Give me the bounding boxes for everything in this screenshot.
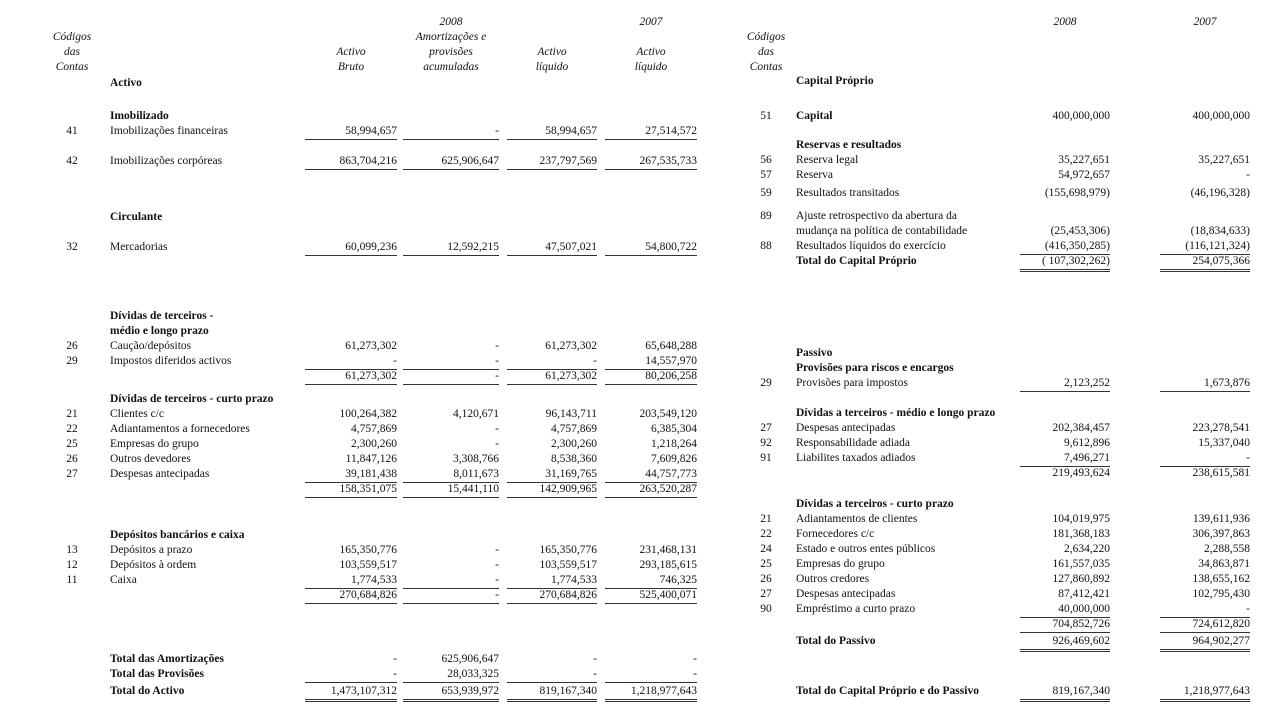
amount-cell: 219,493,624 <box>1052 467 1110 479</box>
amount-cell: 34,863,871 <box>1198 558 1250 570</box>
amount-cell: 102,795,430 <box>1192 588 1250 600</box>
amount-cell: 964,902,277 <box>1160 634 1250 652</box>
account-label: Depósitos a prazo <box>110 544 193 556</box>
account-code: 88 <box>760 240 772 252</box>
account-label: Mercadorias <box>110 241 168 253</box>
amount-cell: 653,939,972 <box>403 684 499 702</box>
account-code: 27 <box>760 588 772 600</box>
account-label: Total do Activo <box>110 685 185 697</box>
amount-cell: - <box>403 124 499 140</box>
account-code: 24 <box>760 543 772 555</box>
amount-cell: - <box>507 667 597 683</box>
account-label: mudança na política de contabilidade <box>796 225 968 237</box>
amount-cell: - <box>393 653 397 665</box>
amount-cell: - <box>403 588 499 604</box>
amount-cell: - <box>507 354 597 370</box>
amount-cell: (416,350,285) <box>1020 239 1110 255</box>
amount-cell: 926,469,602 <box>1020 634 1110 652</box>
amount-cell: 15,441,110 <box>403 482 499 498</box>
amount-cell: 202,384,457 <box>1052 422 1110 434</box>
col-liquido-2007-line-1: Activo <box>636 46 666 58</box>
amount-cell: 100,264,382 <box>339 408 397 420</box>
col-liquido-2008-line-2: líquido <box>535 61 569 73</box>
account-code: 27 <box>66 468 78 480</box>
amount-cell: 7,496,271 <box>1020 451 1110 467</box>
account-code: 32 <box>66 241 78 253</box>
account-code: 59 <box>760 187 772 199</box>
amount-cell: - <box>305 354 397 370</box>
amount-cell: 44,757,773 <box>605 467 697 483</box>
amount-cell: 231,468,131 <box>639 544 697 556</box>
amount-cell: 61,273,302 <box>507 369 597 385</box>
amount-cell: - <box>305 667 397 683</box>
amount-cell: 96,143,711 <box>545 408 597 420</box>
account-label: Imobilizações corpóreas <box>110 155 223 167</box>
account-code: 26 <box>760 573 772 585</box>
account-label: Responsabilidade adiada <box>796 437 911 449</box>
amount-cell: 11,847,126 <box>345 453 397 465</box>
amount-cell: 1,218,977,643 <box>605 684 697 702</box>
account-code: 26 <box>66 453 78 465</box>
amount-cell: 819,167,340 <box>507 684 597 702</box>
amount-cell: 8,538,360 <box>551 453 597 465</box>
col-bruto-line-2: Bruto <box>337 61 365 73</box>
amount-cell: 12,592,215 <box>403 240 499 256</box>
amount-cell: 3,308,766 <box>453 453 499 465</box>
account-code: 90 <box>760 603 772 615</box>
amount-cell: 1,774,533 <box>507 573 597 589</box>
amount-cell: (46,196,328) <box>1190 187 1250 199</box>
amount-cell: 104,019,975 <box>1052 513 1110 525</box>
amount-cell: 58,994,657 <box>305 124 397 140</box>
section-heading: Provisões para riscos e encargos <box>796 362 954 374</box>
amount-cell: 54,972,657 <box>1058 169 1110 181</box>
amount-cell: 819,167,340 <box>1020 684 1110 702</box>
col-liquido-2007-line-2: líquido <box>634 61 668 73</box>
account-label: Despesas antecipadas <box>110 468 210 480</box>
amount-cell: 1,218,977,643 <box>1160 684 1250 702</box>
section-heading: Dívidas de terceiros - <box>110 310 214 322</box>
section-heading: Dívidas a terceiros - curto prazo <box>796 498 954 510</box>
account-label: Impostos diferidos activos <box>110 355 232 367</box>
amount-cell: 6,385,304 <box>651 423 697 435</box>
amount-cell: 8,011,673 <box>403 467 499 483</box>
account-label: Despesas antecipadas <box>796 588 896 600</box>
amount-cell: 625,906,647 <box>441 653 499 665</box>
account-label: Empresas do grupo <box>796 558 885 570</box>
amount-cell: - <box>495 544 499 556</box>
account-code: 25 <box>760 558 772 570</box>
amount-cell: 400,000,000 <box>1192 110 1250 122</box>
account-code: 26 <box>66 340 78 352</box>
account-label: Empresas do grupo <box>110 438 199 450</box>
amount-cell: 2,288,558 <box>1204 543 1250 555</box>
amount-cell: 15,337,040 <box>1198 437 1250 449</box>
amount-cell: 525,400,071 <box>605 588 697 604</box>
account-label: Provisões para impostos <box>796 377 908 389</box>
amount-cell: 267,535,733 <box>605 154 697 170</box>
amount-cell: - <box>495 423 499 435</box>
amount-cell: 254,075,366 <box>1160 254 1250 272</box>
amount-cell: 4,757,869 <box>551 423 597 435</box>
amount-cell: 238,615,581 <box>1192 467 1250 479</box>
account-label: Total do Capital Próprio <box>796 255 917 267</box>
codes-label-line-2: das <box>758 46 774 58</box>
section-title-activo: Activo <box>110 77 142 89</box>
amount-cell: 270,684,826 <box>305 588 397 604</box>
amount-cell: 165,350,776 <box>539 544 597 556</box>
account-code: 22 <box>760 528 772 540</box>
account-code: 13 <box>66 544 78 556</box>
account-label: Despesas antecipadas <box>796 422 896 434</box>
amount-cell: 39,181,438 <box>305 467 397 483</box>
amount-cell: 14,557,970 <box>605 354 697 370</box>
amount-cell: 35,227,651 <box>1058 154 1110 166</box>
amount-cell: 139,611,936 <box>1192 513 1250 525</box>
col-amort-line-1: Amortizações e <box>415 31 487 43</box>
amount-cell: 1,218,264 <box>651 438 697 450</box>
year-2008-label: 2008 <box>1053 16 1077 28</box>
amount-cell: 40,000,000 <box>1020 602 1110 618</box>
account-label: Adiantamentos de clientes <box>796 513 918 525</box>
account-label: Caixa <box>110 574 137 586</box>
account-label: Total do Capital Próprio e do Passivo <box>796 685 979 697</box>
amount-cell: 704,852,726 <box>1020 617 1110 633</box>
amount-cell: 87,412,421 <box>1058 588 1110 600</box>
account-label: Imobilizações financeiras <box>110 125 228 137</box>
codes-label-line-3: Contas <box>749 61 783 73</box>
account-code: 21 <box>760 513 772 525</box>
amount-cell: 306,397,863 <box>1192 528 1250 540</box>
codes-label-line-1: Códigos <box>52 31 92 43</box>
amount-cell: 400,000,000 <box>1052 110 1110 122</box>
year-2007-label: 2007 <box>639 16 663 28</box>
account-label: Outros devedores <box>110 453 191 465</box>
account-label: Caução/depósitos <box>110 340 192 352</box>
account-code: 56 <box>760 154 772 166</box>
amount-cell: 237,797,569 <box>507 154 597 170</box>
section-heading: Reservas e resultados <box>796 139 902 151</box>
account-label: Total das Amortizações <box>110 653 224 665</box>
amount-cell: - <box>593 653 597 665</box>
amount-cell: - <box>605 667 697 683</box>
account-code: 29 <box>66 355 78 367</box>
amount-cell: 161,557,035 <box>1052 558 1110 570</box>
section-heading: Imobilizado <box>110 110 169 122</box>
account-label: Ajuste retrospectivo da abertura da <box>796 210 957 222</box>
section-heading: Circulante <box>110 211 163 223</box>
account-label: Liabilites taxados adiados <box>796 452 916 464</box>
account-code: 91 <box>760 452 772 464</box>
account-code: 29 <box>760 377 772 389</box>
amount-cell: 58,994,657 <box>507 124 597 140</box>
account-code: 92 <box>760 437 772 449</box>
account-code: 11 <box>66 574 78 586</box>
account-label: Reserva <box>796 169 834 181</box>
account-label: Outros credores <box>796 573 870 585</box>
account-label: Resultados líquidos do exercício <box>796 240 946 252</box>
amount-cell: 270,684,826 <box>507 588 597 604</box>
amount-cell: - <box>403 369 499 385</box>
section-heading: Dívidas de terceiros - curto prazo <box>110 393 274 405</box>
amount-cell: 61,273,302 <box>545 340 597 352</box>
amount-cell: (25,453,306) <box>1050 225 1110 237</box>
amount-cell: 103,559,517 <box>539 559 597 571</box>
col-amort-line-2: provisões <box>429 46 473 58</box>
section-heading: Dívidas a terceiros - médio e longo prazo <box>796 407 996 419</box>
amount-cell: 103,559,517 <box>339 559 397 571</box>
amount-cell: 2,300,260 <box>351 438 397 450</box>
account-label: Resultados transitados <box>796 187 900 199</box>
amount-cell: 47,507,021 <box>507 240 597 256</box>
amount-cell: 60,099,236 <box>305 240 397 256</box>
amount-cell: - <box>1246 169 1250 181</box>
col-amort-line-3: acumuladas <box>423 61 479 73</box>
account-code: 89 <box>760 210 772 222</box>
amount-cell: 165,350,776 <box>339 544 397 556</box>
account-label: Adiantamentos a fornecedores <box>110 423 250 435</box>
account-label: Depósitos à ordem <box>110 559 197 571</box>
amount-cell: - <box>403 573 499 589</box>
amount-cell: 2,634,220 <box>1064 543 1110 555</box>
amount-cell: 127,860,892 <box>1052 573 1110 585</box>
amount-cell: 35,227,651 <box>1198 154 1250 166</box>
account-label: Total do Passivo <box>796 635 876 647</box>
amount-cell: (18,834,633) <box>1190 225 1250 237</box>
account-label: Reserva legal <box>796 154 859 166</box>
amount-cell <box>1160 209 1250 210</box>
amount-cell: 9,612,896 <box>1064 437 1110 449</box>
amount-cell <box>1020 209 1110 210</box>
amount-cell: 863,704,216 <box>305 154 397 170</box>
year-2008-label: 2008 <box>439 16 463 28</box>
codes-label-line-2: das <box>64 46 80 58</box>
amount-cell: 746,325 <box>605 573 697 589</box>
account-code: 22 <box>66 423 78 435</box>
amount-cell: - <box>495 438 499 450</box>
account-code: 25 <box>66 438 78 450</box>
amount-cell: 7,609,826 <box>651 453 697 465</box>
amount-cell: 1,774,533 <box>305 573 397 589</box>
amount-cell: 54,800,722 <box>605 240 697 256</box>
amount-cell: 1,673,876 <box>1160 376 1250 392</box>
col-bruto-line-1: Activo <box>336 46 366 58</box>
account-code: 42 <box>66 155 78 167</box>
amount-cell: 2,123,252 <box>1020 376 1110 392</box>
amount-cell: 1,473,107,312 <box>305 684 397 702</box>
col-liquido-2008-line-1: Activo <box>537 46 567 58</box>
section-heading: Passivo <box>796 347 833 359</box>
account-label: Empréstimo a curto prazo <box>796 603 916 615</box>
amount-cell: 28,033,325 <box>403 667 499 683</box>
amount-cell: (116,121,324) <box>1160 239 1250 255</box>
amount-cell: 142,909,965 <box>507 482 597 498</box>
amount-cell: - <box>1160 451 1250 467</box>
amount-cell: 2,300,260 <box>551 438 597 450</box>
amount-cell: - <box>693 653 697 665</box>
amount-cell: 65,648,288 <box>645 340 697 352</box>
amount-cell: 4,757,869 <box>351 423 397 435</box>
amount-cell: - <box>495 559 499 571</box>
codes-label-line-1: Códigos <box>746 31 786 43</box>
amount-cell: 138,655,162 <box>1192 573 1250 585</box>
amount-cell: 293,185,615 <box>639 559 697 571</box>
section-title-capital-proprio: Capital Próprio <box>796 75 874 87</box>
amount-cell: 203,549,120 <box>639 408 697 420</box>
amount-cell: 27,514,572 <box>605 124 697 140</box>
amount-cell: - <box>403 354 499 370</box>
amount-cell: 80,206,258 <box>605 369 697 385</box>
amount-cell: 61,273,302 <box>345 340 397 352</box>
amount-cell: 181,368,183 <box>1052 528 1110 540</box>
amount-cell: 724,612,820 <box>1160 617 1250 633</box>
section-heading: médio e longo prazo <box>110 325 209 337</box>
amount-cell: 625,906,647 <box>403 154 499 170</box>
section-heading: Depósitos bancários e caixa <box>110 529 245 541</box>
amount-cell: 263,520,287 <box>605 482 697 498</box>
account-code: 41 <box>66 125 78 137</box>
year-2007-label: 2007 <box>1193 16 1217 28</box>
amount-cell: 61,273,302 <box>305 369 397 385</box>
account-code: 57 <box>760 169 772 181</box>
account-label: Estado e outros entes públicos <box>796 543 936 555</box>
amount-cell: 223,278,541 <box>1192 422 1250 434</box>
account-code: 27 <box>760 422 772 434</box>
account-code: 21 <box>66 408 78 420</box>
amount-cell: 158,351,075 <box>305 482 397 498</box>
amount-cell: 4,120,671 <box>453 408 499 420</box>
amount-cell: ( 107,302,262) <box>1020 254 1110 272</box>
amount-cell: (155,698,979) <box>1044 187 1110 199</box>
account-label: Fornecedores c/c <box>796 528 875 540</box>
account-label: Capital <box>796 110 833 122</box>
codes-label-line-3: Contas <box>55 61 89 73</box>
account-code: 12 <box>66 559 78 571</box>
amount-cell: 31,169,765 <box>507 467 597 483</box>
amount-cell: - <box>1160 602 1250 618</box>
account-label: Clientes c/c <box>110 408 164 420</box>
account-label: Total das Provisões <box>110 668 204 680</box>
amount-cell: - <box>495 340 499 352</box>
account-code: 51 <box>760 110 772 122</box>
